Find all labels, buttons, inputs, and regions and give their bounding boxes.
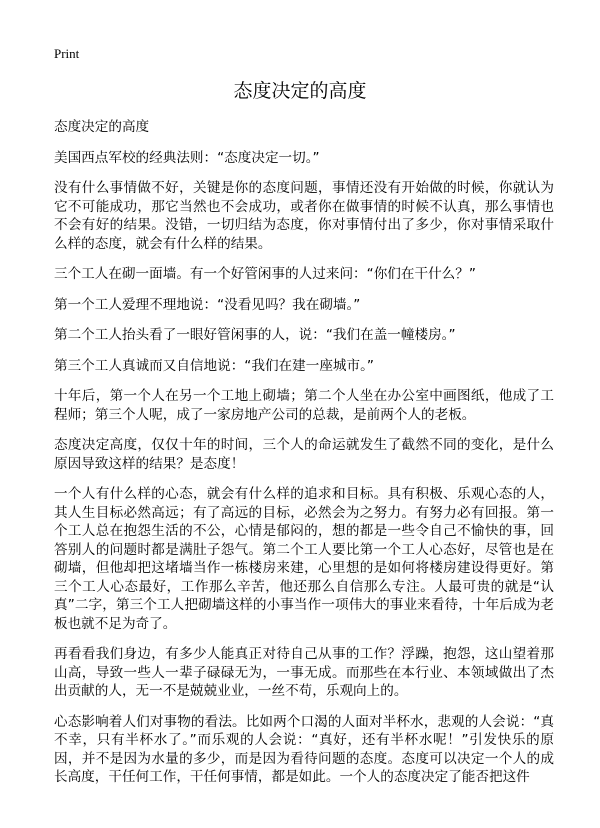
article-body — [54, 118, 554, 799]
article-paragraph: 心态影响着人们对事物的看法。比如两个口渴的人面对半杯水，悲观的人会说：“真不幸，只有半杯水了。”而乐观的人会说：“真好，还有半杯水呢！”引发快乐的原因，并不是因为水量的多少，而是因为看待问题的态度。态度可以决定一个人的成长高度，干任何工作，干任何事情，都是如此。一个人的态度决定了能否把这件 — [54, 713, 554, 785]
article-paragraph: 没有什么事情做不好，关键是你的态度问题，事情还没有开始做的时候，你就认为它不可能成功，那它当然也不会成功，或者你在做事情的时候不认真，那么事情也不会有好的结果。没错，一切归结为态度，你对事情付出了多少，你对事情采取什么样的态度，就会有什么样的结果。 — [54, 180, 554, 252]
article-paragraph: 三个工人在砌一面墙。有一个好管闲事的人过来问：“你们在干什么？” — [54, 266, 476, 282]
article-paragraph: 一个人有什么样的心态，就会有什么样的追求和目标。具有积极、乐观心态的人，其人生目标必然高远；有了高远的目标，必然会为之努力。有努力必有回报。第一个工人总在抱怨生活的不公，心情是郁闷的，想的都是一些令自己不愉快的事，回答别人的问题时都是满肚子怨气。第二个工人要比第一个工人心态好，尽管也是在砌墙，但他却把这堵墙当作一栋楼房来建，心里想的是如何将楼房建设得更好。第三个工人心态最好，工作那么辛苦，他还那么自信那么专注。人最可贵的就是“认真”二字，第三个工人把砌墙这样的小事当作一项伟大的事业来看待，十年后成为老板也就不足为奇了。 — [54, 486, 554, 632]
article-paragraph: 第三个工人真诚而又自信地说：“我们在建一座城市。” — [54, 357, 374, 374]
article-paragraph: 第二个工人抬头看了一眼好管闲事的人，说：“我们在盖一幢楼房。” — [54, 327, 456, 343]
article-subtitle: 态度决定的高度 — [54, 119, 150, 135]
article-paragraph: 美国西点军校的经典法则：“态度决定一切。” — [54, 149, 320, 166]
article-paragraph: 第一个工人爱理不理地说：“没看见吗？我在砌墙。” — [54, 296, 361, 313]
article-paragraph: 态度决定高度，仅仅十年的时间，三个人的命运就发生了截然不同的变化，是什么原因导致这样的结果？是态度！ — [54, 437, 554, 472]
print-link[interactable]: Print — [54, 46, 80, 61]
article-paragraph: 再看看我们身边，有多少人能真正对待自己从事的工作？浮躁，抱怨，这山望着那山高，导致一些人一辈子碌碌无为，一事无成。而那些在本行业、本领域做出了杰出贡献的人，无一不是兢兢业业，一丝不苟，乐观向上的。 — [54, 646, 554, 699]
article-title: 态度决定的高度 — [233, 80, 367, 102]
article-paragraph: 十年后，第一个人在另一个工地上砌墙；第二个人坐在办公室中画图纸，他成了工程师；第三个人呢，成了一家房地产公司的总裁，是前两个人的老板。 — [54, 388, 554, 423]
